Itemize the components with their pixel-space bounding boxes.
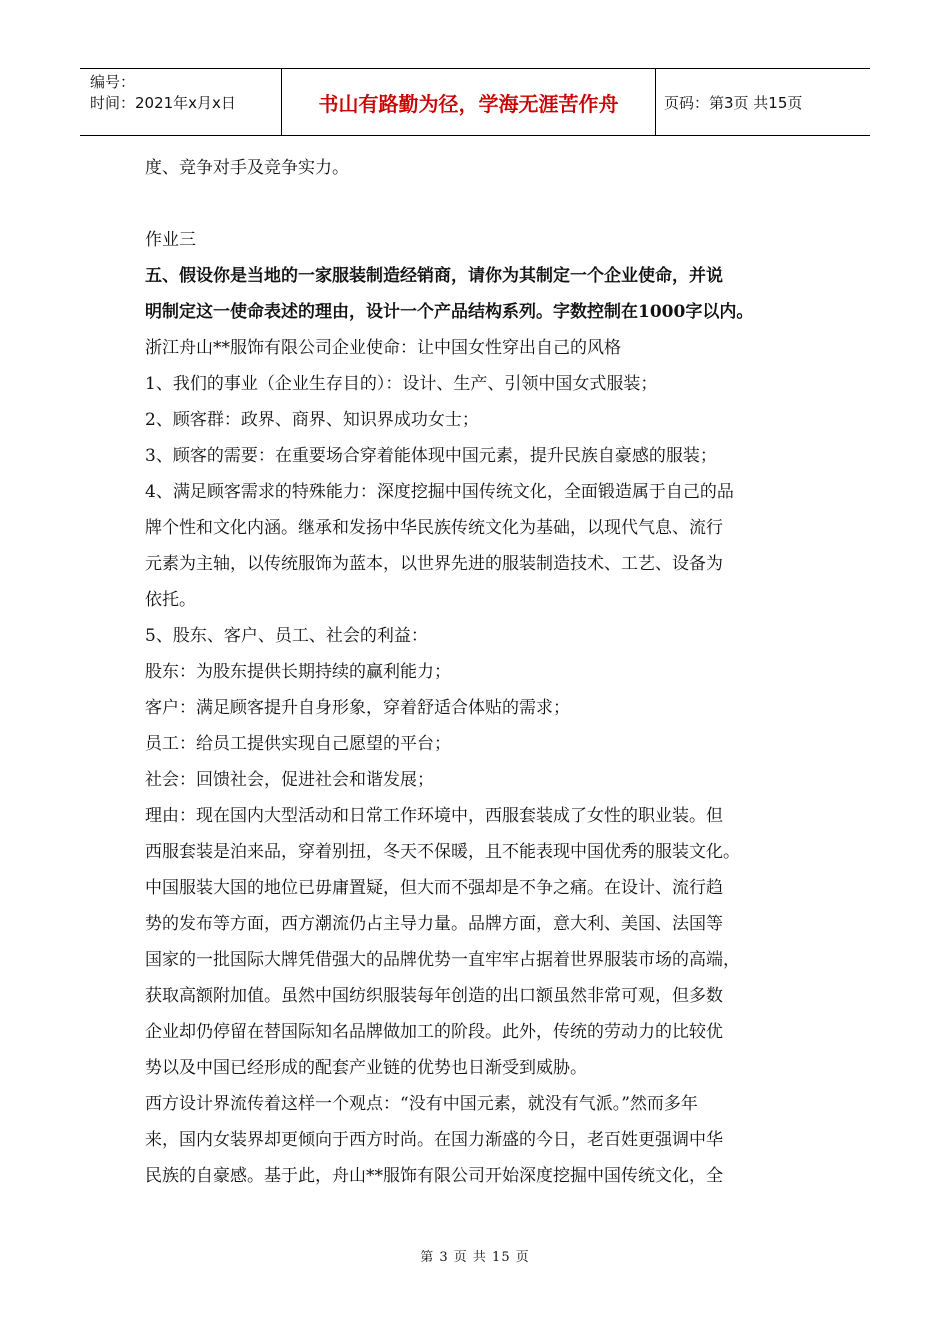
body-line: 元素为主轴，以传统服饰为蓝本，以世界先进的服装制造技术、工艺、设备为 xyxy=(145,554,723,574)
body-line: 2、顾客群：政界、商界、知识界成功女士； xyxy=(145,410,479,430)
body-line: 国家的一批国际大牌凭借强大的品牌优势一直牢牢占据着世界服装市场的高端， xyxy=(145,950,740,970)
body-line: 浙江舟山**服饰有限公司企业使命：让中国女性穿出自己的风格 xyxy=(145,338,621,358)
page-footer: 第 3 页 共 15 页 xyxy=(420,1250,530,1265)
header-page-info: 页码：第3页 共15页 xyxy=(664,93,803,112)
body-line: 客户：满足顾客提升自身形象，穿着舒适合体贴的需求； xyxy=(145,698,570,718)
body-line: 5、股东、客户、员工、社会的利益： xyxy=(145,626,428,646)
question-line: 明制定这一使命表述的理由，设计一个产品结构系列。字数控制在1000字以内。 xyxy=(145,302,754,322)
paragraph-gap xyxy=(145,186,810,222)
body-line: 民族的自豪感。基于此，舟山**服饰有限公司开始深度挖掘中国传统文化，全 xyxy=(145,1166,723,1186)
body-line: 势以及中国已经形成的配套产业链的优势也日渐受到威胁。 xyxy=(145,1058,587,1078)
document-number-label: 编号： xyxy=(90,73,136,91)
body-line: 度、竞争对手及竞争实力。 xyxy=(145,158,349,178)
header-motto: 书山有路勤为径，学海无涯苦作舟 xyxy=(282,69,656,135)
body-line: 理由：现在国内大型活动和日常工作环境中，西服套装成了女性的职业装。但 xyxy=(145,806,723,826)
body-line: 员工：给员工提供实现自己愿望的平台； xyxy=(145,734,451,754)
document-time: 时间：2021年x月x日 xyxy=(90,94,236,112)
page-header xyxy=(80,68,870,136)
body-line: 社会：回馈社会，促进社会和谐发展； xyxy=(145,770,434,790)
section-title: 作业三 xyxy=(145,230,196,250)
body-line: 依托。 xyxy=(145,590,196,610)
question-line: 五、假设你是当地的一家服装制造经销商，请你为其制定一个企业使命，并说 xyxy=(145,266,723,286)
body-line: 西方设计界流传着这样一个观点：“没有中国元素，就没有气派。”然而多年 xyxy=(145,1094,698,1114)
body-line: 中国服装大国的地位已毋庸置疑，但大而不强却是不争之痛。在设计、流行趋 xyxy=(145,878,723,898)
body-line: 获取高额附加值。虽然中国纺织服装每年创造的出口额虽然非常可观，但多数 xyxy=(145,986,723,1006)
document-body xyxy=(145,150,810,1194)
body-line: 势的发布等方面，西方潮流仍占主导力量。品牌方面，意大利、美国、法国等 xyxy=(145,914,723,934)
body-line: 西服套装是泊来品，穿着别扭，冬天不保暖，且不能表现中国优秀的服装文化。 xyxy=(145,842,740,862)
body-line: 来，国内女装界却更倾向于西方时尚。在国力渐盛的今日，老百姓更强调中华 xyxy=(145,1130,723,1150)
body-line: 牌个性和文化内涵。继承和发扬中华民族传统文化为基础，以现代气息、流行 xyxy=(145,518,723,538)
body-line: 股东：为股东提供长期持续的赢利能力； xyxy=(145,662,451,682)
body-line: 3、顾客的需要：在重要场合穿着能体现中国元素，提升民族自豪感的服装； xyxy=(145,446,717,466)
body-line: 企业却仍停留在替国际知名品牌做加工的阶段。此外，传统的劳动力的比较优 xyxy=(145,1022,723,1042)
body-line: 4、满足顾客需求的特殊能力：深度挖掘中国传统文化，全面锻造属于自己的品 xyxy=(145,482,734,502)
header-meta xyxy=(80,69,282,135)
body-line: 1、我们的事业（企业生存目的）：设计、生产、引领中国女式服装； xyxy=(145,374,658,394)
